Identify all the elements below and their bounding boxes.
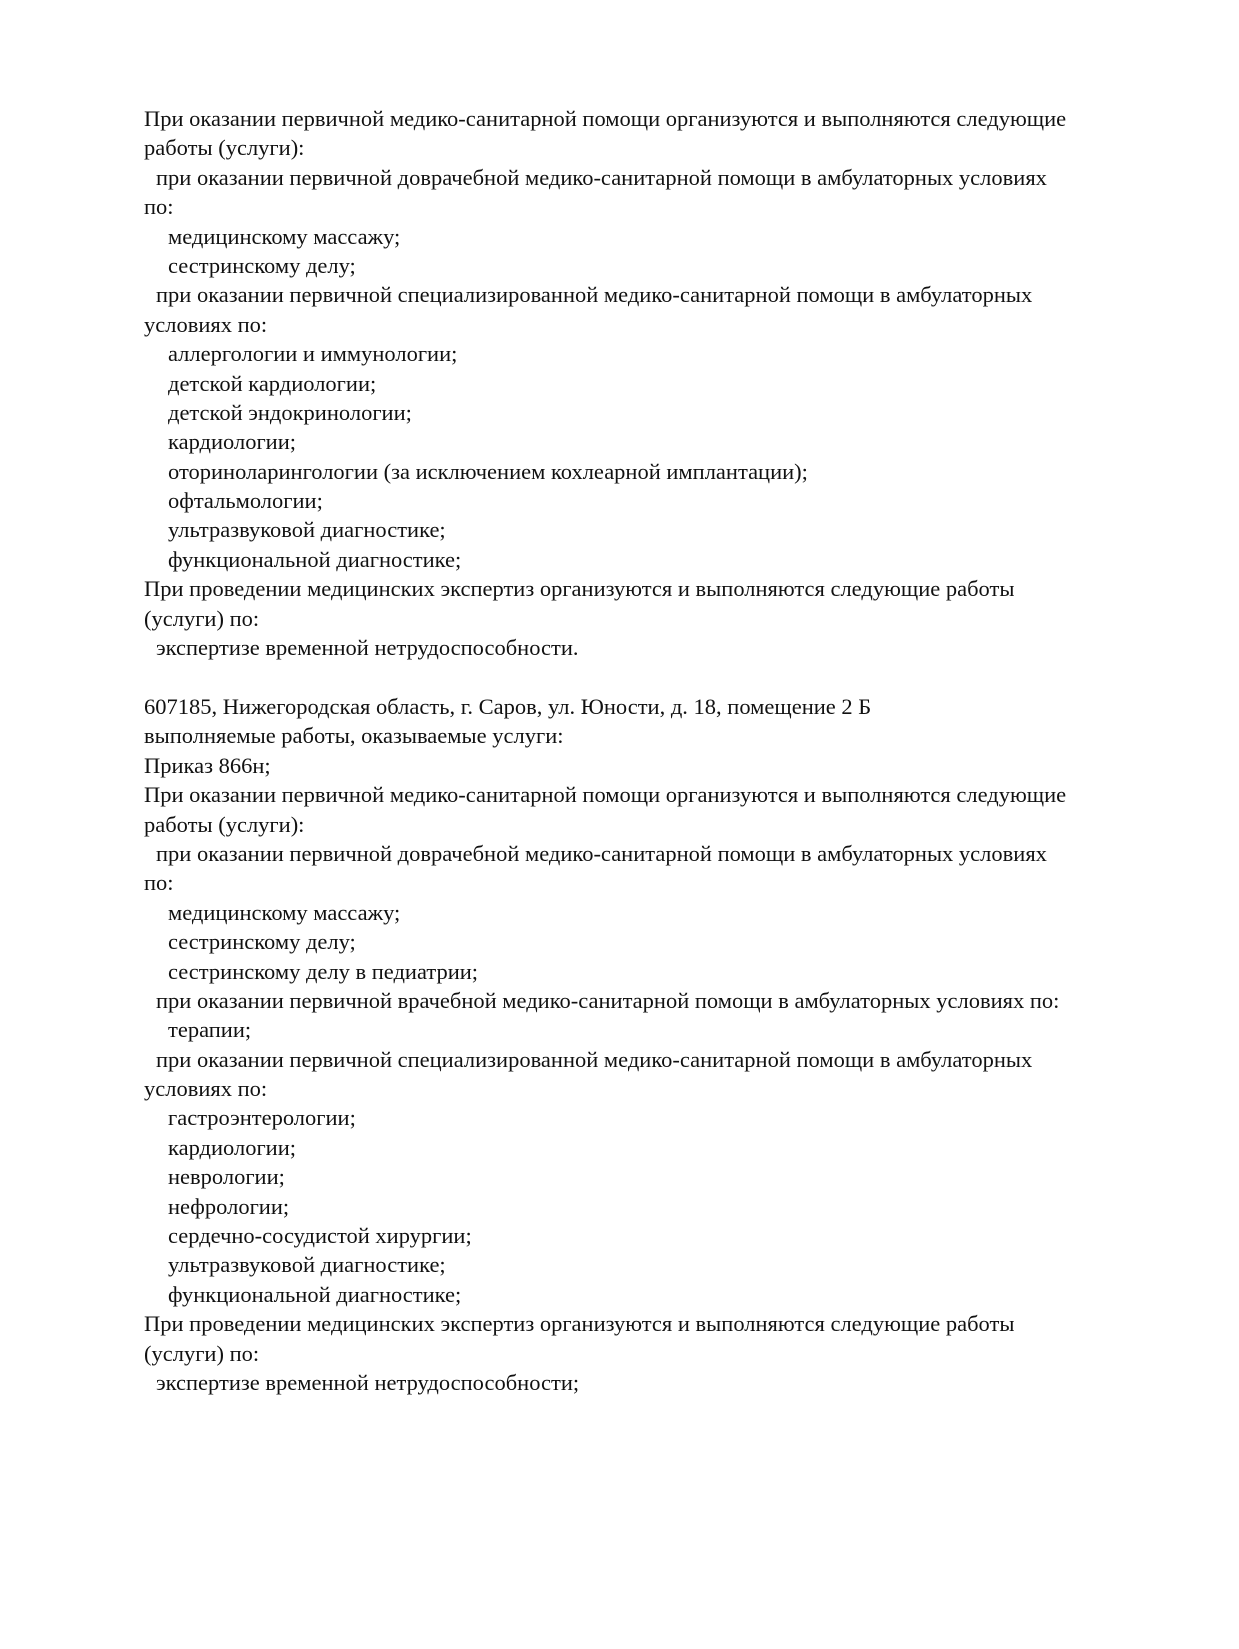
text-line: неврологии;	[168, 1164, 285, 1190]
text-line: при оказании первичной специализированной медико-санитарной помощи в амбулаторных	[156, 282, 1033, 308]
text-line: гастроэнтерологии;	[168, 1105, 356, 1131]
text-line: аллергологии и иммунологии;	[168, 341, 458, 367]
text-line: При проведении медицинских экспертиз организуются и выполняются следующие работы	[144, 1311, 1015, 1337]
text-line: экспертизе временной нетрудоспособности.	[156, 635, 579, 661]
text-line: функциональной диагностике;	[168, 546, 462, 572]
text-line: по:	[144, 194, 174, 220]
text-line: При проведении медицинских экспертиз организуются и выполняются следующие работы	[144, 576, 1015, 602]
services-section-1	[144, 104, 1154, 662]
text-line: При оказании первичной медико-санитарной помощи организуются и выполняются следующие	[144, 782, 1067, 808]
text-line: условиях по:	[144, 1076, 268, 1102]
text-line: при оказании первичной доврачебной медико-санитарной помощи в амбулаторных условиях	[156, 840, 1047, 866]
text-line: Приказ 866н;	[144, 752, 271, 778]
text-line: нефрологии;	[168, 1193, 290, 1219]
text-line: сестринскому делу;	[168, 252, 356, 278]
text-line: работы (услуги):	[144, 811, 305, 837]
text-line: работы (услуги):	[144, 135, 305, 161]
text-line: ультразвуковой диагностике;	[168, 517, 446, 543]
text-line: при оказании первичной доврачебной медико-санитарной помощи в амбулаторных условиях	[156, 164, 1047, 190]
text-line: терапии;	[168, 1017, 252, 1043]
text-line: условиях по:	[144, 311, 268, 337]
text-line: детской эндокринологии;	[168, 399, 412, 425]
text-line: экспертизе временной нетрудоспособности;	[156, 1369, 580, 1395]
text-line: по:	[144, 870, 174, 896]
text-line: медицинскому массажу;	[168, 223, 401, 249]
text-line: детской кардиологии;	[168, 370, 377, 396]
text-line: 607185, Нижегородская область, г. Саров, ул. Юности, д. 18, помещение 2 Б	[144, 694, 872, 719]
text-line: оториноларингологии (за исключением кохлеарной имплантации);	[168, 458, 808, 484]
text-line: выполняемые работы, оказываемые услуги:	[144, 723, 564, 749]
text-line: медицинскому массажу;	[168, 899, 401, 925]
text-line: офтальмологии;	[168, 488, 323, 514]
text-line: сердечно-сосудистой хирургии;	[168, 1223, 472, 1249]
services-section-2	[144, 692, 1154, 1397]
text-line: при оказании первичной врачебной медико-санитарной помощи в амбулаторных условиях по:	[156, 987, 1060, 1013]
text-line: сестринскому делу;	[168, 929, 356, 955]
text-line: функциональной диагностике;	[168, 1281, 462, 1307]
text-line: При оказании первичной медико-санитарной помощи организуются и выполняются следующие	[144, 106, 1067, 131]
text-line: кардиологии;	[168, 429, 297, 455]
text-line: кардиологии;	[168, 1134, 297, 1160]
text-line: (услуги) по:	[144, 1340, 260, 1366]
text-line: ультразвуковой диагностике;	[168, 1252, 446, 1278]
text-line: сестринскому делу в педиатрии;	[168, 958, 479, 984]
text-line: при оказании первичной специализированной медико-санитарной помощи в амбулаторных	[156, 1046, 1033, 1072]
text-line: (услуги) по:	[144, 605, 260, 631]
